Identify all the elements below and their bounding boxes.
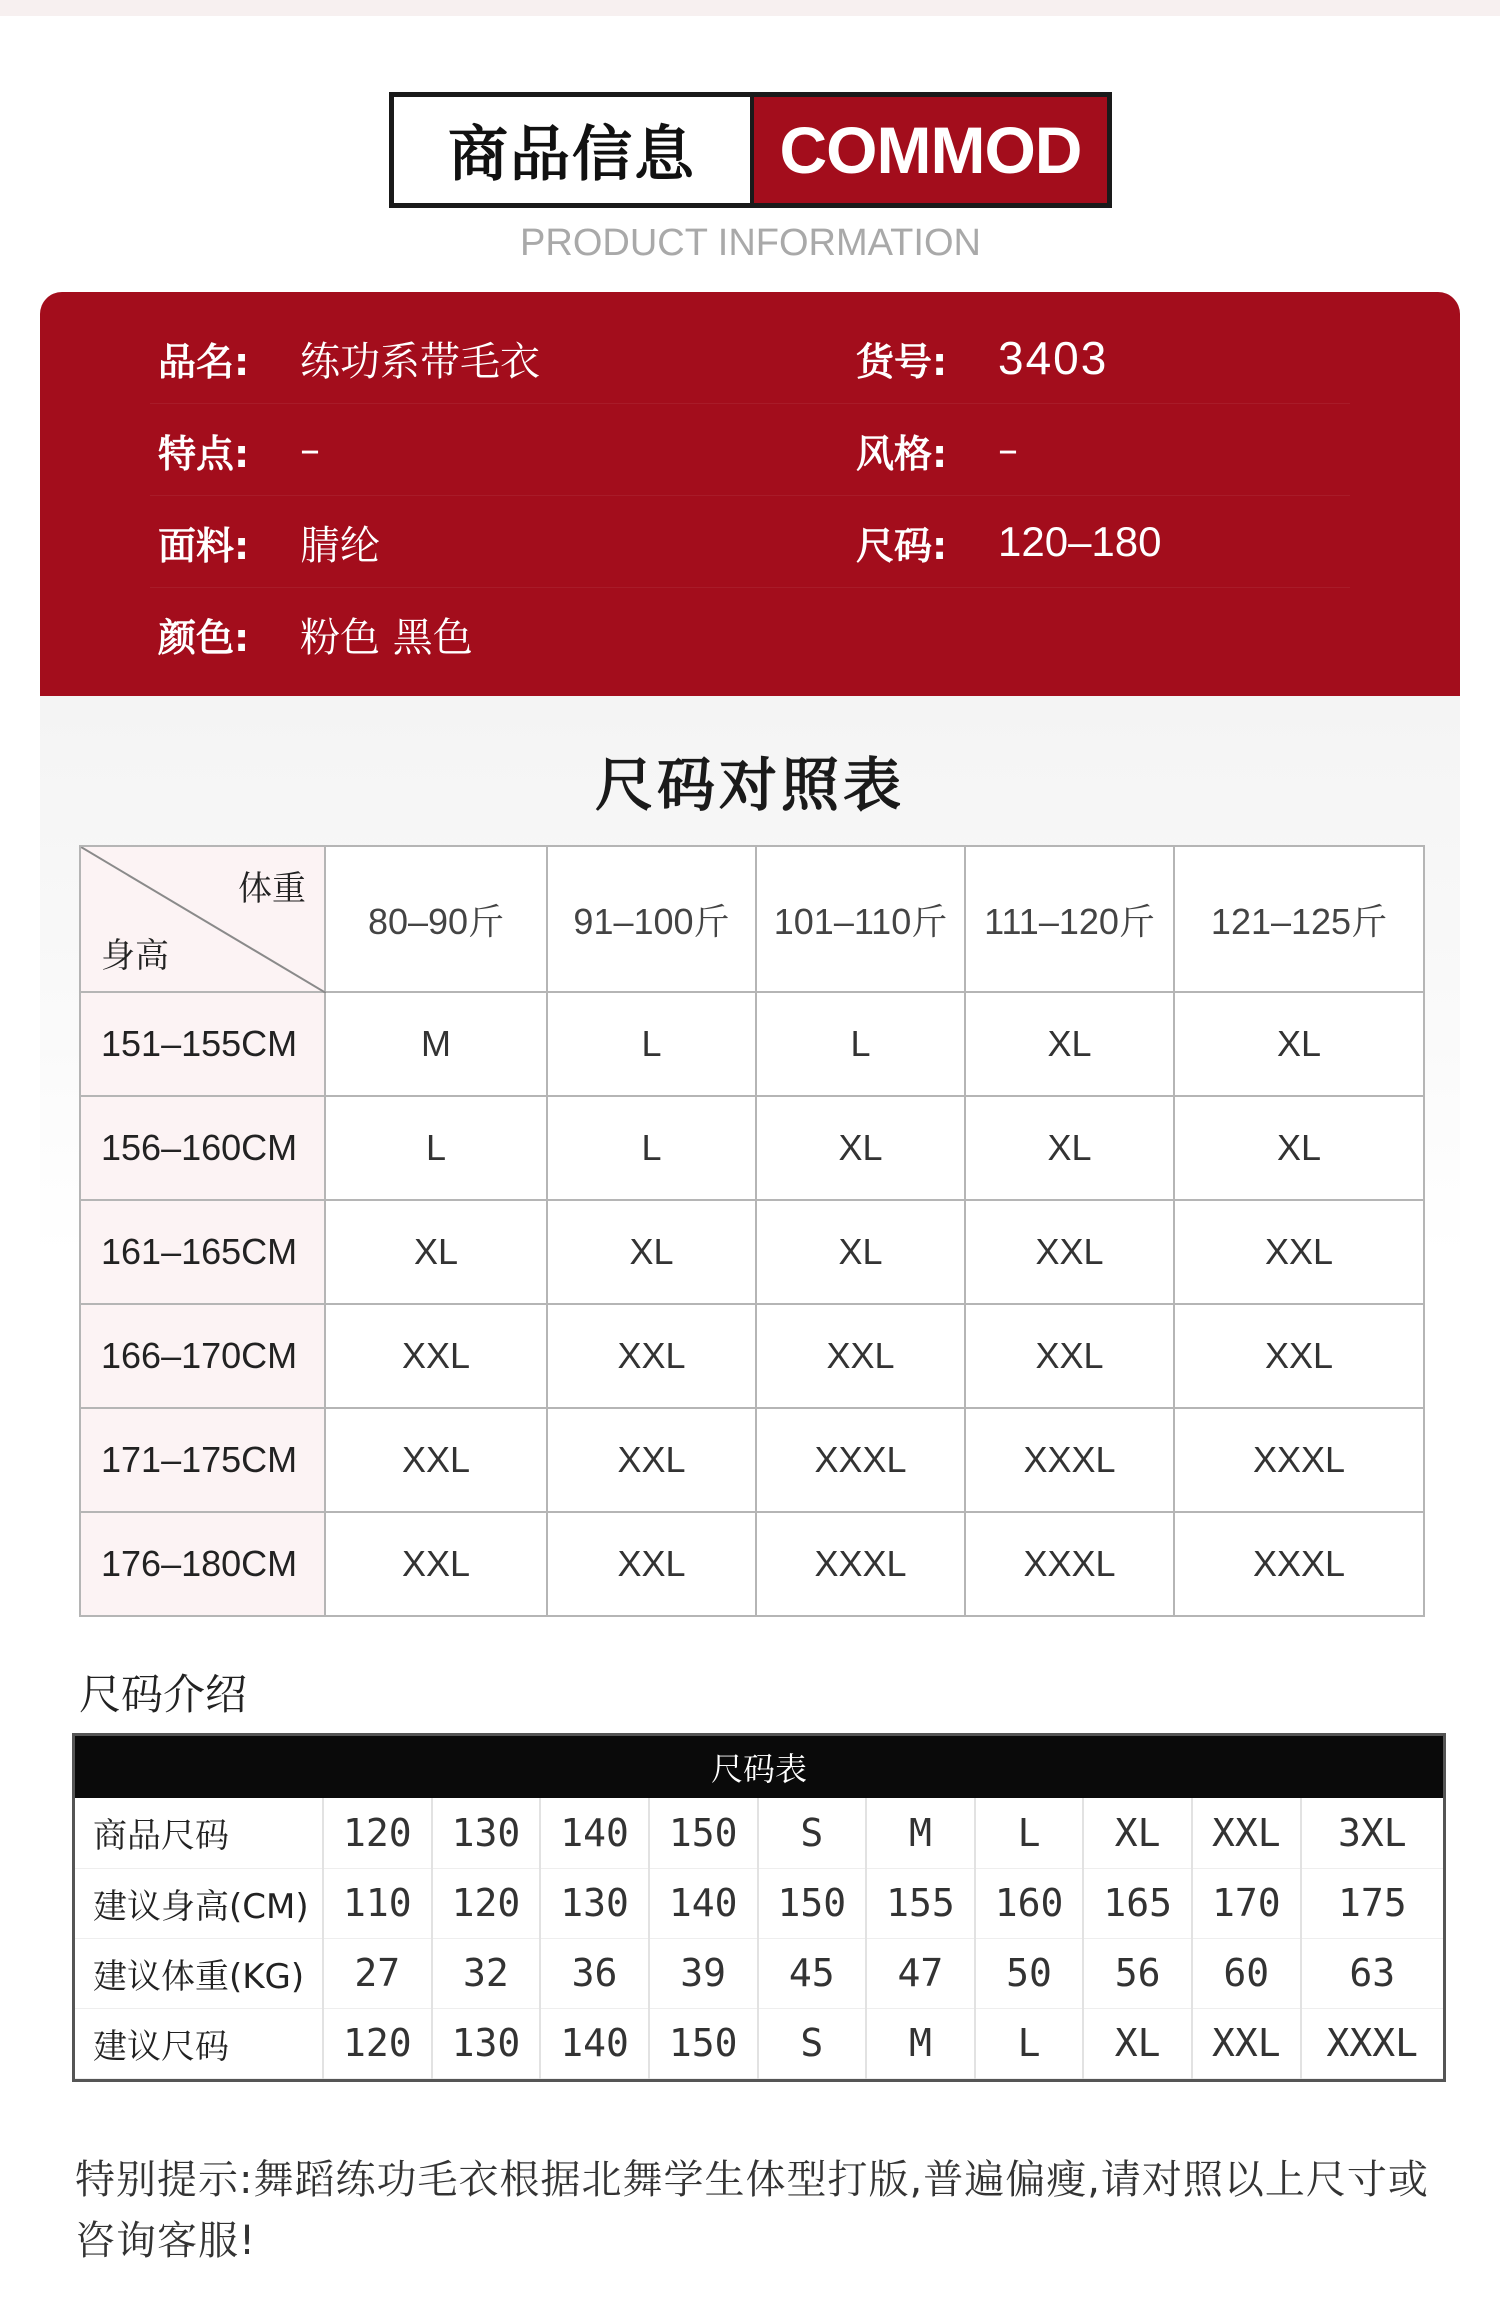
table-cell: 150	[758, 1868, 867, 1938]
color-label: 颜色:	[158, 615, 250, 660]
weight-column-header: 80–90斤	[325, 846, 547, 992]
height-row-header: 161–165CM	[80, 1200, 325, 1304]
table-cell: 39	[649, 1938, 758, 2008]
feature-value: –	[300, 427, 320, 473]
fabric-value: 腈纶	[300, 522, 380, 569]
size-cell: XXL	[325, 1304, 547, 1408]
info-row	[40, 496, 1460, 588]
table-cell: 36	[540, 1938, 649, 2008]
size-cell: XXXL	[1174, 1408, 1424, 1512]
table-cell: M	[866, 2008, 975, 2078]
name-label: 品名:	[158, 339, 250, 384]
size-cell: XXL	[547, 1304, 756, 1408]
table-cell: XL	[1083, 2008, 1192, 2078]
feature-label: 特点:	[158, 431, 250, 476]
table-row	[80, 1096, 1424, 1200]
size-cell: XL	[1174, 1096, 1424, 1200]
table-cell: L	[975, 1798, 1084, 1868]
size-cell: L	[325, 1096, 547, 1200]
size-cell: XXXL	[1174, 1512, 1424, 1616]
table-cell: 175	[1301, 1868, 1443, 1938]
row-label: 建议体重(KG)	[75, 1938, 323, 2008]
size-cell: XL	[547, 1200, 756, 1304]
table-cell: 3XL	[1301, 1798, 1443, 1868]
size-cell: L	[756, 992, 965, 1096]
style-label: 风格:	[856, 431, 948, 476]
table-cell: 140	[649, 1868, 758, 1938]
product-info-header	[389, 92, 1112, 208]
row-label: 建议尺码	[75, 2008, 323, 2078]
code-value: 3403	[998, 332, 1109, 384]
table-row	[80, 992, 1424, 1096]
table-cell: 27	[323, 1938, 432, 2008]
corner-cell	[80, 846, 325, 992]
table-cell: S	[758, 2008, 867, 2078]
table-row	[80, 1304, 1424, 1408]
table-cell: 56	[1083, 1938, 1192, 2008]
table-cell: 160	[975, 1868, 1084, 1938]
table-cell: M	[866, 1798, 975, 1868]
table-cell: 110	[323, 1868, 432, 1938]
color-value: 粉色 黑色	[300, 614, 473, 661]
table-cell: 130	[540, 1868, 649, 1938]
table-cell: 150	[649, 1798, 758, 1868]
table-cell: 140	[540, 2008, 649, 2078]
table-row	[75, 1938, 1443, 2008]
size-cell: XXXL	[756, 1408, 965, 1512]
table-cell: 50	[975, 1938, 1084, 2008]
table-cell: 60	[1192, 1938, 1301, 2008]
size-intro-heading: 尺码介绍	[79, 1670, 248, 1719]
table-cell: L	[975, 2008, 1084, 2078]
style-value: –	[998, 427, 1018, 473]
header-title-en: COMMOD	[754, 97, 1107, 203]
table-cell: 47	[866, 1938, 975, 2008]
size-cell: XL	[965, 992, 1174, 1096]
table-row	[75, 2008, 1443, 2078]
height-row-header: 176–180CM	[80, 1512, 325, 1616]
size-cell: M	[325, 992, 547, 1096]
size-cell: XXXL	[756, 1512, 965, 1616]
size-cell: XXL	[325, 1512, 547, 1616]
table-row	[75, 1868, 1443, 1938]
table-header-row	[80, 846, 1424, 992]
table-cell: XXL	[1192, 2008, 1301, 2078]
size-table	[72, 1733, 1446, 2082]
corner-weight-label: 体重	[238, 869, 306, 909]
size-cell: XXL	[325, 1408, 547, 1512]
weight-column-header: 91–100斤	[547, 846, 756, 992]
table-cell: XXL	[1192, 1798, 1301, 1868]
table-cell: 63	[1301, 1938, 1443, 2008]
row-label: 建议身高(CM)	[75, 1868, 323, 1938]
size-cell: XXL	[756, 1304, 965, 1408]
table-cell: 45	[758, 1938, 867, 2008]
table-cell: 120	[432, 1868, 541, 1938]
size-comparison-table	[79, 845, 1425, 1617]
code-label: 货号:	[856, 339, 948, 384]
size-cell: XL	[965, 1096, 1174, 1200]
table-cell: 140	[540, 1798, 649, 1868]
size-table-title: 尺码表	[75, 1736, 1443, 1798]
table-row	[80, 1512, 1424, 1616]
table-cell: 32	[432, 1938, 541, 2008]
table-cell: 120	[323, 2008, 432, 2078]
table-cell: XL	[1083, 1798, 1192, 1868]
table-cell: 170	[1192, 1868, 1301, 1938]
product-info-panel	[40, 292, 1460, 696]
height-row-header: 171–175CM	[80, 1408, 325, 1512]
table-row	[80, 1200, 1424, 1304]
size-chart-title: 尺码对照表	[594, 751, 905, 819]
weight-column-header: 101–110斤	[756, 846, 965, 992]
table-cell: 150	[649, 2008, 758, 2078]
size-cell: XXL	[1174, 1200, 1424, 1304]
table-cell: 155	[866, 1868, 975, 1938]
size-cell: XXL	[965, 1304, 1174, 1408]
size-cell: XL	[756, 1200, 965, 1304]
info-row	[40, 404, 1460, 496]
size-cell: XXXL	[965, 1408, 1174, 1512]
top-strip	[0, 0, 1500, 16]
size-value: 120–180	[998, 518, 1162, 565]
size-label: 尺码:	[856, 523, 948, 568]
header-subtitle: PRODUCT INFORMATION	[520, 222, 981, 264]
height-row-header: 156–160CM	[80, 1096, 325, 1200]
size-cell: XXL	[547, 1408, 756, 1512]
size-cell: XXL	[1174, 1304, 1424, 1408]
table-cell: 165	[1083, 1868, 1192, 1938]
size-cell: XXL	[965, 1200, 1174, 1304]
row-label: 商品尺码	[75, 1798, 323, 1868]
special-note: 特别提示:舞蹈练功毛衣根据北舞学生体型打版,普遍偏瘦,请对照以上尺寸或咨询客服!	[75, 2157, 1429, 2264]
weight-column-header: 111–120斤	[965, 846, 1174, 992]
table-cell: 130	[432, 1798, 541, 1868]
height-row-header: 151–155CM	[80, 992, 325, 1096]
size-table-body	[75, 1798, 1443, 2079]
table-cell: 130	[432, 2008, 541, 2078]
info-row	[40, 588, 1460, 680]
table-row	[80, 1408, 1424, 1512]
table-cell: XXXL	[1301, 2008, 1443, 2078]
size-cell: XXXL	[965, 1512, 1174, 1616]
size-cell: XL	[1174, 992, 1424, 1096]
height-row-header: 166–170CM	[80, 1304, 325, 1408]
size-cell: XL	[325, 1200, 547, 1304]
header-title-cn: 商品信息	[394, 97, 754, 203]
weight-column-header: 121–125斤	[1174, 846, 1424, 992]
size-cell: XXL	[547, 1512, 756, 1616]
info-row	[40, 312, 1460, 404]
size-cell: L	[547, 1096, 756, 1200]
table-cell: 120	[323, 1798, 432, 1868]
fabric-label: 面料:	[158, 523, 250, 568]
table-cell: S	[758, 1798, 867, 1868]
corner-height-label: 身高	[101, 936, 169, 976]
size-cell: L	[547, 992, 756, 1096]
name-value: 练功系带毛衣	[300, 338, 540, 385]
size-cell: XL	[756, 1096, 965, 1200]
table-row	[75, 1798, 1443, 1868]
